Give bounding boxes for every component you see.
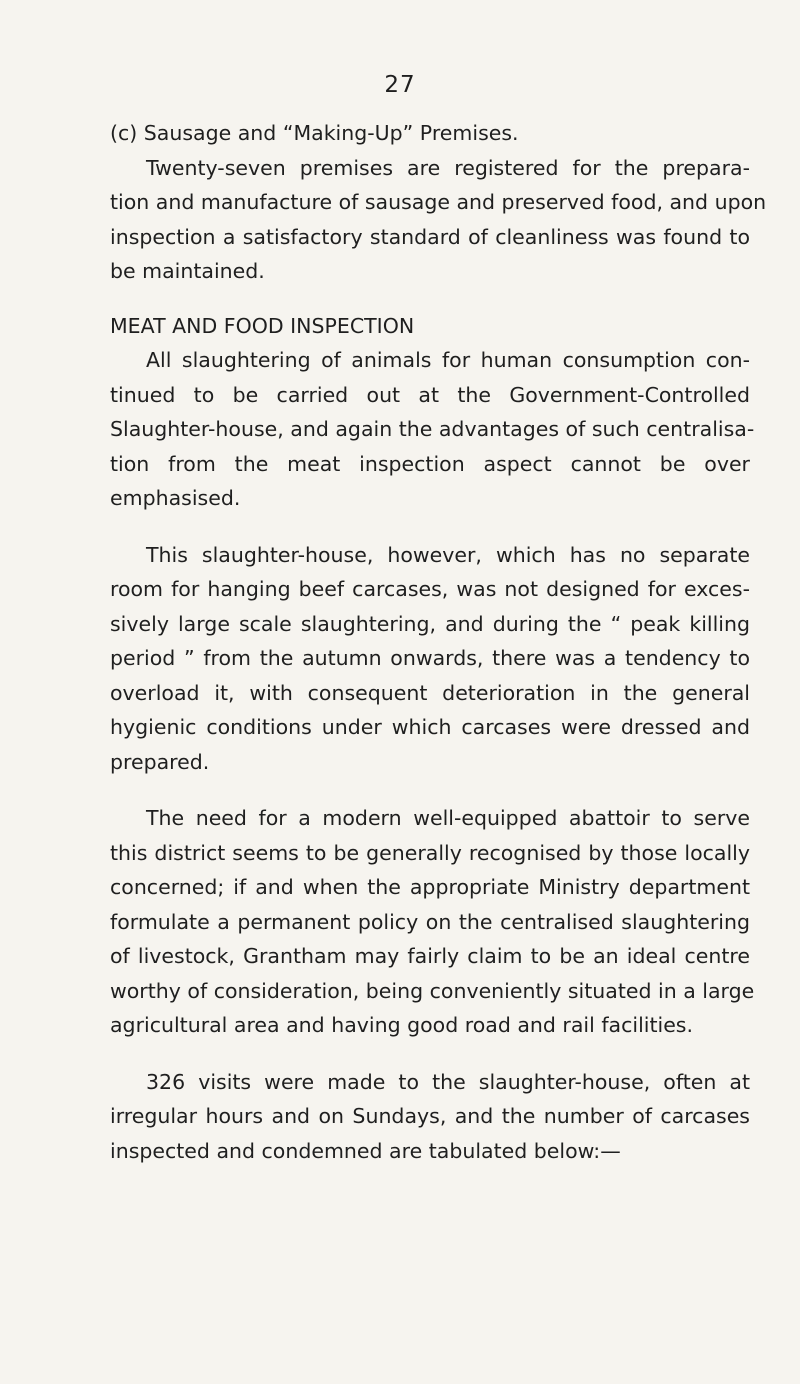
- paragraph-3-line-3: sively large scale slaughtering, and during the “ peak killing: [110, 611, 750, 636]
- page-content: [110, 116, 767, 1168]
- paragraph-3-line-7: prepared.: [110, 749, 210, 774]
- paragraph-1-line-4: be maintained.: [110, 259, 265, 283]
- paragraph-3-line-4: period ” from the autumn onwards, there was a tendency to: [110, 646, 750, 670]
- paragraph-2-line-1: All slaughtering of animals for human consumption con-: [146, 348, 750, 372]
- paragraph-spacer: [110, 516, 750, 538]
- paragraph-spacer: [110, 779, 750, 801]
- paragraph-4-line-2: this district seems to be generally recognised by those locally: [110, 840, 750, 865]
- paragraph-3-line-1: This slaughter-house, however, which has no separate: [146, 542, 750, 567]
- paragraph-4-line-7: agricultural area and having good road and rail facilities.: [110, 1013, 694, 1037]
- paragraph-4-line-3: concerned; if and when the appropriate Ministry department: [110, 875, 750, 899]
- paragraph-2-line-2: tinued to be carried out at the Government-Controlled: [110, 382, 750, 407]
- paragraph-1-line-1: Twenty-seven premises are registered for the prepara-: [146, 155, 750, 180]
- paragraph-4-line-6: worthy of consideration, being conveniently situated in a large: [110, 978, 755, 1003]
- section-spacer: [110, 289, 750, 309]
- paragraph-3-line-2: room for hanging beef carcases, was not designed for exces-: [110, 577, 750, 601]
- section-c-heading: (c) Sausage and “Making-Up” Premises.: [110, 121, 519, 145]
- paragraph-5-line-3: inspected and condemned are tabulated below:—: [110, 1138, 621, 1163]
- page-number: 27: [384, 72, 416, 98]
- paragraph-3-line-6: hygienic conditions under which carcases were dressed and: [110, 715, 750, 739]
- paragraph-3-line-5: overload it, with consequent deterioration in the general: [110, 680, 750, 705]
- paragraph-1-line-2: tion and manufacture of sausage and preserved food, and upon: [110, 190, 767, 214]
- meat-food-inspection-heading: MEAT AND FOOD INSPECTION: [110, 313, 415, 338]
- paragraph-1-line-3: inspection a satisfactory standard of cleanliness was found to: [110, 224, 750, 249]
- paragraph-4-line-1: The need for a modern well-equipped abattoir to serve: [146, 806, 750, 830]
- paragraph-4-line-4: formulate a permanent policy on the centralised slaughtering: [110, 909, 750, 934]
- paragraph-spacer: [110, 1043, 750, 1065]
- paragraph-2-line-5: emphasised.: [110, 486, 241, 510]
- paragraph-2-line-3: Slaughter-house, and again the advantages of such centralisa-: [110, 417, 755, 441]
- paragraph-4-line-5: of livestock, Grantham may fairly claim to be an ideal centre: [110, 944, 750, 968]
- paragraph-5-line-1: 326 visits were made to the slaughter-house, often at: [146, 1069, 750, 1094]
- paragraph-2-line-4: tion from the meat inspection aspect cannot be over: [110, 451, 750, 476]
- paragraph-5-line-2: irregular hours and on Sundays, and the number of carcases: [110, 1104, 750, 1128]
